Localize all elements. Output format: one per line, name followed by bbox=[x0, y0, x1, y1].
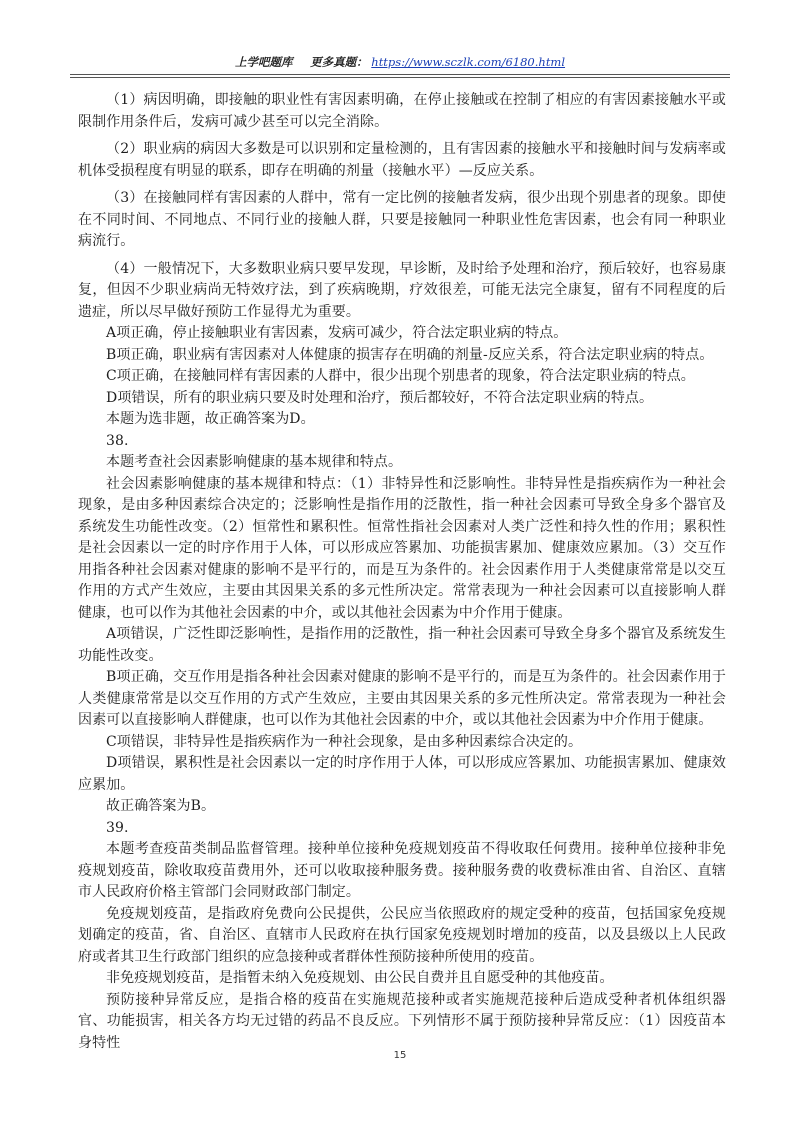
source-link[interactable]: https://www.sczlk.com/6180.html bbox=[371, 55, 566, 69]
page-number: 15 bbox=[393, 1050, 407, 1061]
paragraph: 预防接种异常反应，是指合格的疫苗在实施规范接种或者实施规范接种后造成受种者机体组织器官、功能损害，相关各方均无过错的药品不良反应。下列情形不属于预防接种异常反应：（1）因疫苗本身特性 bbox=[78, 991, 726, 1051]
paragraph: （4）一般情况下，大多数职业病只要早发现，早诊断，及时给予处理和治疗，预后较好，也容易康复，但因不少职业病尚无特效疗法，到了疾病晚期，疗效很差，可能无法完全康复，留有不同程度的后遗症，所以尽早做好预防工作显得尤为重要。 bbox=[78, 260, 726, 320]
paragraph: B项正确，职业病有害因素对人体健康的损害存在明确的剂量-反应关系，符合法定职业病的特点。 bbox=[106, 346, 714, 363]
paragraph: 非免疫规划疫苗，是指暂未纳入免疫规划、由公民自费并且自愿受种的其他疫苗。 bbox=[106, 970, 614, 986]
paragraph: 本题考查疫苗类制品监督管理。接种单位接种免疫规划疫苗不得收取任何费用。接种单位接种非免疫规划疫苗，除收取疫苗费用外，还可以收取接种服务费。接种服务费的收费标准由省、自治区、直辖市人民政府价格主管部门会同财政部门制定。 bbox=[78, 841, 726, 900]
paragraph: 本题考查社会因素影响健康的基本规律和特点。 bbox=[106, 454, 403, 470]
paragraph: B项正确，交互作用是指各种社会因素对健康的影响不是平行的，而是互为条件的。社会因素作用于人类健康常常是以交互作用的方式产生效应，主要由其因果关系的多元性所决定。常常表现为一种社会因素可以直接影响人群健康，也可以作为其他社会因素的中介，或以其他社会因素为中介作用于健康。 bbox=[78, 669, 726, 728]
paragraph: 免疫规划疫苗，是指政府免费向公民提供，公民应当依照政府的规定受种的疫苗，包括国家免疫规划确定的疫苗，省、自治区、直辖市人民政府在执行国家免疫规划时增加的疫苗，以及县级以上人民政府或者其卫生行政部门组织的应急接种或者群体性预防接种所使用的疫苗。 bbox=[78, 905, 726, 965]
question-number: 38. bbox=[106, 432, 129, 449]
paragraph: （2）职业病的病因大多数是可以识别和定量检测的，且有害因素的接触水平和接触时间与发病率或机体受损程度有明显的联系，即存在明确的剂量（接触水平）—反应关系。 bbox=[78, 141, 726, 179]
source-label: 更多真题： bbox=[310, 55, 368, 69]
header-rule bbox=[70, 74, 730, 75]
question-number: 39. bbox=[106, 819, 129, 836]
document-body bbox=[78, 90, 726, 1051]
paragraph: （3）在接触同样有害因素的人群中，常有一定比例的接触者发病，很少出现个别患者的现象。即使在不同时间、不同地点、不同行业的接触人群，只要是接触同一种职业性危害因素，也会有同一种职业病流行。 bbox=[78, 190, 726, 249]
paragraph: D项错误，累积性是社会因素以一定的时序作用于人体，可以形成应答累加、功能损害累加、健康效应累加。 bbox=[78, 755, 726, 793]
paragraph: A项正确，停止接触职业有害因素，发病可减少，符合法定职业病的特点。 bbox=[106, 325, 568, 341]
page-header bbox=[70, 54, 730, 76]
paragraph: （1）病因明确，即接触的职业性有害因素明确，在停止接触或在控制了相应的有害因素接触水平或限制作用条件后，发病可减少甚至可以完全消除。 bbox=[78, 92, 726, 130]
paragraph: 本题为选非题，故正确答案为D。 bbox=[106, 411, 315, 427]
header-rule-2 bbox=[70, 77, 730, 78]
paragraph: C项错误，非特异性是指疾病作为一种社会现象，是由多种因素综合决定的。 bbox=[106, 733, 583, 750]
paragraph: C项正确，在接触同样有害因素的人群中，很少出现个别患者的现象，符合法定职业病的特点。 bbox=[106, 368, 695, 384]
paragraph: 社会因素影响健康的基本规律和特点：（1）非特异性和泛影响性。非特异性是指疾病作为一种社会现象，是由多种因素综合决定的；泛影响性是指作用的泛散性，指一种社会因素可导致全身多个器官及系统发生功能性改变。（2）恒常性和累积性。恒常性指社会因素对人类广泛性和持久性的作用；累积性是社会因素以一定的时序作用于人体，可以形成应答累加、功能损害累加、健康效应累加。（3）交互作用指各种社会因素对健康的影响不是平行的，而是互为条件的。社会因素作用于人类健康常常是以交互作用的方式产生效应，主要由其因果关系的多元性所决定。常常表现为一种社会因素可以直接影响人群健康，也可以作为其他社会因素的中介，或以其他社会因素为中介作用于健康。 bbox=[78, 475, 726, 621]
site-label: 上学吧题库 bbox=[234, 55, 293, 69]
paragraph: D项错误，所有的职业病只要及时处理和治疗，预后都较好，不符合法定职业病的特点。 bbox=[106, 389, 654, 406]
paragraph: A项错误，广泛性即泛影响性，是指作用的泛散性，指一种社会因素可导致全身多个器官及系统发生功能性改变。 bbox=[78, 626, 726, 664]
paragraph: 故正确答案为B。 bbox=[106, 798, 216, 814]
